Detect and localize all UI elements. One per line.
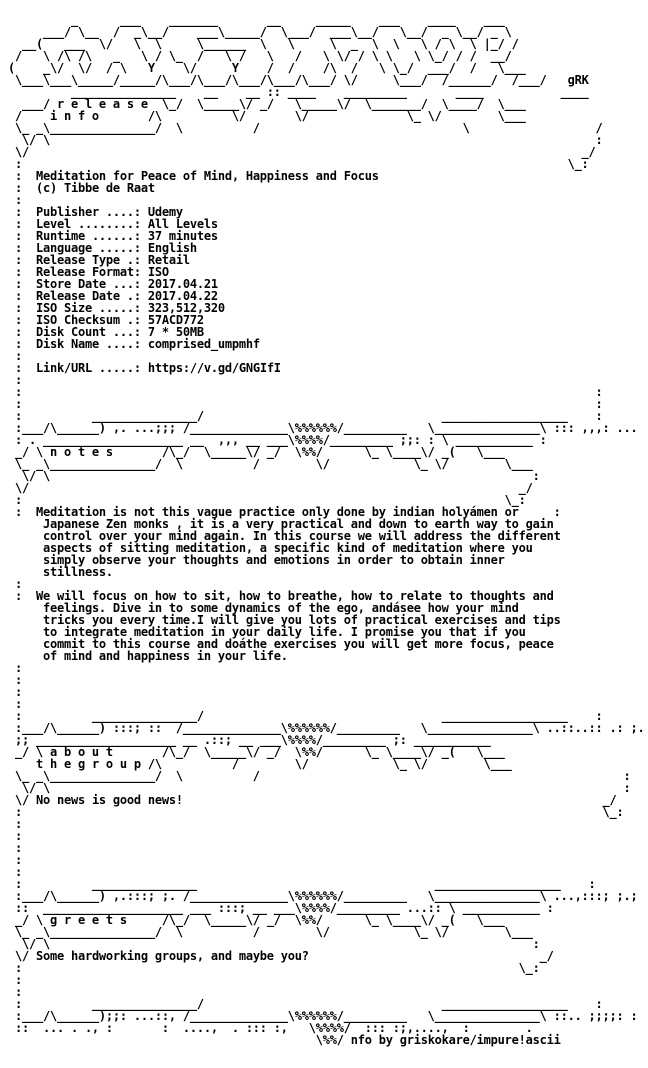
field-value-store-date: 2017.04.21 bbox=[147, 277, 218, 291]
release-copyright: (c) Tibbe de Raat bbox=[35, 181, 155, 195]
field-value-disk-count: 7 * 50MB bbox=[147, 325, 204, 339]
field-value-release-format: ISO bbox=[147, 265, 169, 279]
field-label: Store Date ...: bbox=[35, 277, 141, 291]
field-value-iso-size: 323,512,320 bbox=[147, 301, 225, 315]
field-value-iso-checksum: 57ACD772 bbox=[147, 313, 204, 327]
field-label: Publisher ....: bbox=[35, 205, 141, 219]
notes-line: We will focus on how to sit, how to breathe, how to relate to thoughts and bbox=[35, 589, 554, 603]
field-value-language: English bbox=[147, 241, 197, 255]
release-info-title: r e l e a s e bbox=[56, 97, 148, 111]
nfo-document: _ ___ _______ __ _____ ___ ____ ___ ___/ \__ / _\__/ ___\_____/ \___/ ___\__/ \__/ _ \__/ _ \ __( ___ \/ \ \ \______ \ \ \ _ \ \ \ / \ \ |_/ / / \ /\ /\ _ \ / \_ / \ / \ / \ \/ / \ \ \ \_/ / / __/ ( _\/ \/ / \ Y \/ Y / / /\ / \ \_/ ___/ / \___ \___\___\_____/_____/\___/\___/\___/\___/\___/ \/ \___/ /______/ /___/ gRK _______________ __ __ :: ____ _________ ____ ____ ___/ r e l e a s e \_/ \_____\/ _/ \_____\/ \_______/ \____/ \___ / i n f o /\ \/ \/ \_ \/ \___ \_ _\_______________/ \ / \ / \/ \ : \/ _/ : \_: : Meditation for Peace of Mind, Happiness and Focus : (c) Tibbe de Raat : : Publisher ....: Udemy : Level ........: All Levels : Runtime ......: 37 minutes : Language .....: English : Release Type .: Retail : Release Format: ISO : Store Date ...: 2017.04.21 : Release Date .: 2017.04.22 : ISO Size .....: 323,512,320 : ISO Checksum .: 57ACD772 : Disk Count ...: 7 * 50MB : Disk Name ....: comprised_umpmhf : : Link/URL .....: https://v.gd/GNGIfI : : : : : : _______________/ __________________ : :___/\______) ,. ...;;; /______________\%%%%%%/_________ \_______________\ ::: ,,,: ... : . ____________________ __ ,,, __ ___\%%%%/_________ ;;: : \ ___________ : _/ \ n o t e s /\_/ \_____\/ _/ \%%/ \_ \____\/ _( \___ \_ _\_______________/ \ / \/ \_ \/ \___ \/ \ : \/ _/ : \_: : Meditation is not this vague practice only done by indian holyámen or : Japanese Zen monks , it is a very practical and down to earth way to gain control over your mind again. In this course we will address the different aspects of sitting meditation, a specific kind of meditation where you simply observe your thoughts and emotions in order to obtain inner stillness. : : We will focus on how to sit, how to breathe, how to relate to thoughts and feelings. Dive in to some dynamics of the ego, andásee how your mind tricks you every time.I will give you lots of practical exercises and tips to integrate meditation in your daily life. I promise you that if you commit to this course and doáthe exercises you will get more focus, peace of mind and happiness in your life. : : : : : _______________/ __________________ : :___/\______) :::; :: /______________\%%%%%%/_________ \_______________\ ..::..:: .: ;. ;; ____________________ __ .::; __ ___\%%%%/_________ ;: ___________ _/ \ a b o u t /\_/ \_____\/ _/ \%%/ \_ \____\/ _( \___ t h e g r o u p /\ / \/ \_ \/ \___ \_ _\_______________/ \ / : \/ \ : \/ No news is good news! _/ : \_: : : : : : : _______________ __________________ : :___/\______) ,.:::; ;. /______________\%%%%%%/_________ \_______________\ ...,:::; ;.; :: ____________________ ___ :::; __ ___\%%%%/_________ ...:: \ ___________ : _/ \ g r e e t s /\_/ \_____\/ _/ \%%/ \_ \____\/ _( \___ \_ _\_______________/ \ / \/ \_ \/ \___ \/ \ : \/ Some hardworking groups, and maybe you? _/ : \_: : : : _______________/ __________________ : :___/\______);;: ...::, /______________\%%%%%%/_________ \_______________\ ::.. ;;;;: : :: ... . ., : : ...., . ::: :, \%%%%/ ::: :;,...., : . \%%/ nfo by griskokare/impure!ascii bbox=[8, 13, 645, 1047]
link-label: Link/URL .....: bbox=[35, 361, 141, 375]
about-text: No news is good news! bbox=[35, 793, 183, 807]
greets-title: g r e e t s bbox=[49, 913, 127, 927]
field-value-disk-name: comprised_umpmhf bbox=[147, 337, 260, 351]
notes-line: of mind and happiness in your life. bbox=[35, 649, 288, 663]
field-value-release-date: 2017.04.22 bbox=[147, 289, 218, 303]
field-value-runtime: 37 minutes bbox=[147, 229, 218, 243]
field-label: Runtime ......: bbox=[35, 229, 141, 243]
notes-title: n o t e s bbox=[49, 445, 113, 459]
notes-line: tricks you every time.I will give you lots of practical exercises and tips bbox=[35, 613, 561, 627]
release-link[interactable]: https://v.gd/GNGIfI bbox=[147, 361, 281, 375]
about-title-2: t h e g r o u p bbox=[35, 757, 141, 771]
notes-line: feelings. Dive in to some dynamics of the ego, andásee how your mind bbox=[35, 601, 519, 615]
notes-line: Japanese Zen monks , it is a very practical and down to earth way to gain bbox=[35, 517, 554, 531]
notes-line: control over your mind again. In this course we will address the different bbox=[35, 529, 561, 543]
field-label: Level ........: bbox=[35, 217, 141, 231]
field-label: Disk Name ....: bbox=[35, 337, 141, 351]
notes-line: Meditation is not this vague practice only done by indian holyámen or bbox=[35, 505, 519, 519]
notes-paragraph-1: Meditation is not this vague practice only done by indian holyámen or : Japanese Zen monks , it is a very practical and down to earth way to gain control over your mind again. In this course we will address the different aspects of sitting meditation, a specific kind of meditation where you simply observe your thoughts and emotions in order to obtain inner stillness. bbox=[35, 505, 561, 579]
release-title: Meditation for Peace of Mind, Happiness and Focus bbox=[35, 169, 379, 183]
notes-line: to integrate meditation in your daily life. I promise you that if you bbox=[35, 625, 526, 639]
field-label: ISO Size .....: bbox=[35, 301, 141, 315]
field-label: Disk Count ...: bbox=[35, 325, 141, 339]
field-label: Release Format: bbox=[35, 265, 141, 279]
field-label: ISO Checksum .: bbox=[35, 313, 141, 327]
notes-paragraph-2 bbox=[8, 589, 561, 663]
field-label: Release Type .: bbox=[35, 253, 141, 267]
artist-tag: gRK bbox=[546, 73, 589, 87]
field-label: Release Date .: bbox=[35, 289, 141, 303]
field-label: Language .....: bbox=[35, 241, 141, 255]
header-ascii-art: _ ___ _______ __ _____ ___ ____ ___ ___/ \__ / _\__/ ___\_____/ \___/ ___\__/ \__/ _ \__/ _ \ __( ___ \/ \ \ \______ \ \ \ _ \ \ \ / \ \ |_/ / / \ /\ /\ _ \ / \_ / \ / \ / \ \/ / \ \ \ \_/ / / __/ ( _\/ \/ / \ Y \/ Y / / /\ / \ \_/ ___/ / \___ \___\___\_____/_____/\___/\___/\___/\___/\___/ \/ \___/ /______/ /___/ bbox=[8, 13, 547, 87]
notes-line: commit to this course and doáthe exercises you will get more focus, peace bbox=[35, 637, 554, 651]
about-title: a b o u t bbox=[49, 745, 113, 759]
notes-line: stillness. bbox=[35, 565, 113, 579]
field-value-publisher: Udemy bbox=[147, 205, 183, 219]
greets-text: Some hardworking groups, and maybe you? bbox=[35, 949, 309, 963]
field-value-release-type: Retail bbox=[147, 253, 190, 267]
footer-credit: nfo by griskokare/impure!ascii bbox=[350, 1033, 561, 1047]
notes-line: aspects of sitting meditation, a specific kind of meditation where you bbox=[35, 541, 533, 555]
release-info-title-2: i n f o bbox=[49, 109, 99, 123]
field-value-level: All Levels bbox=[147, 217, 218, 231]
notes-line: simply observe your thoughts and emotions in order to obtain inner bbox=[35, 553, 505, 567]
